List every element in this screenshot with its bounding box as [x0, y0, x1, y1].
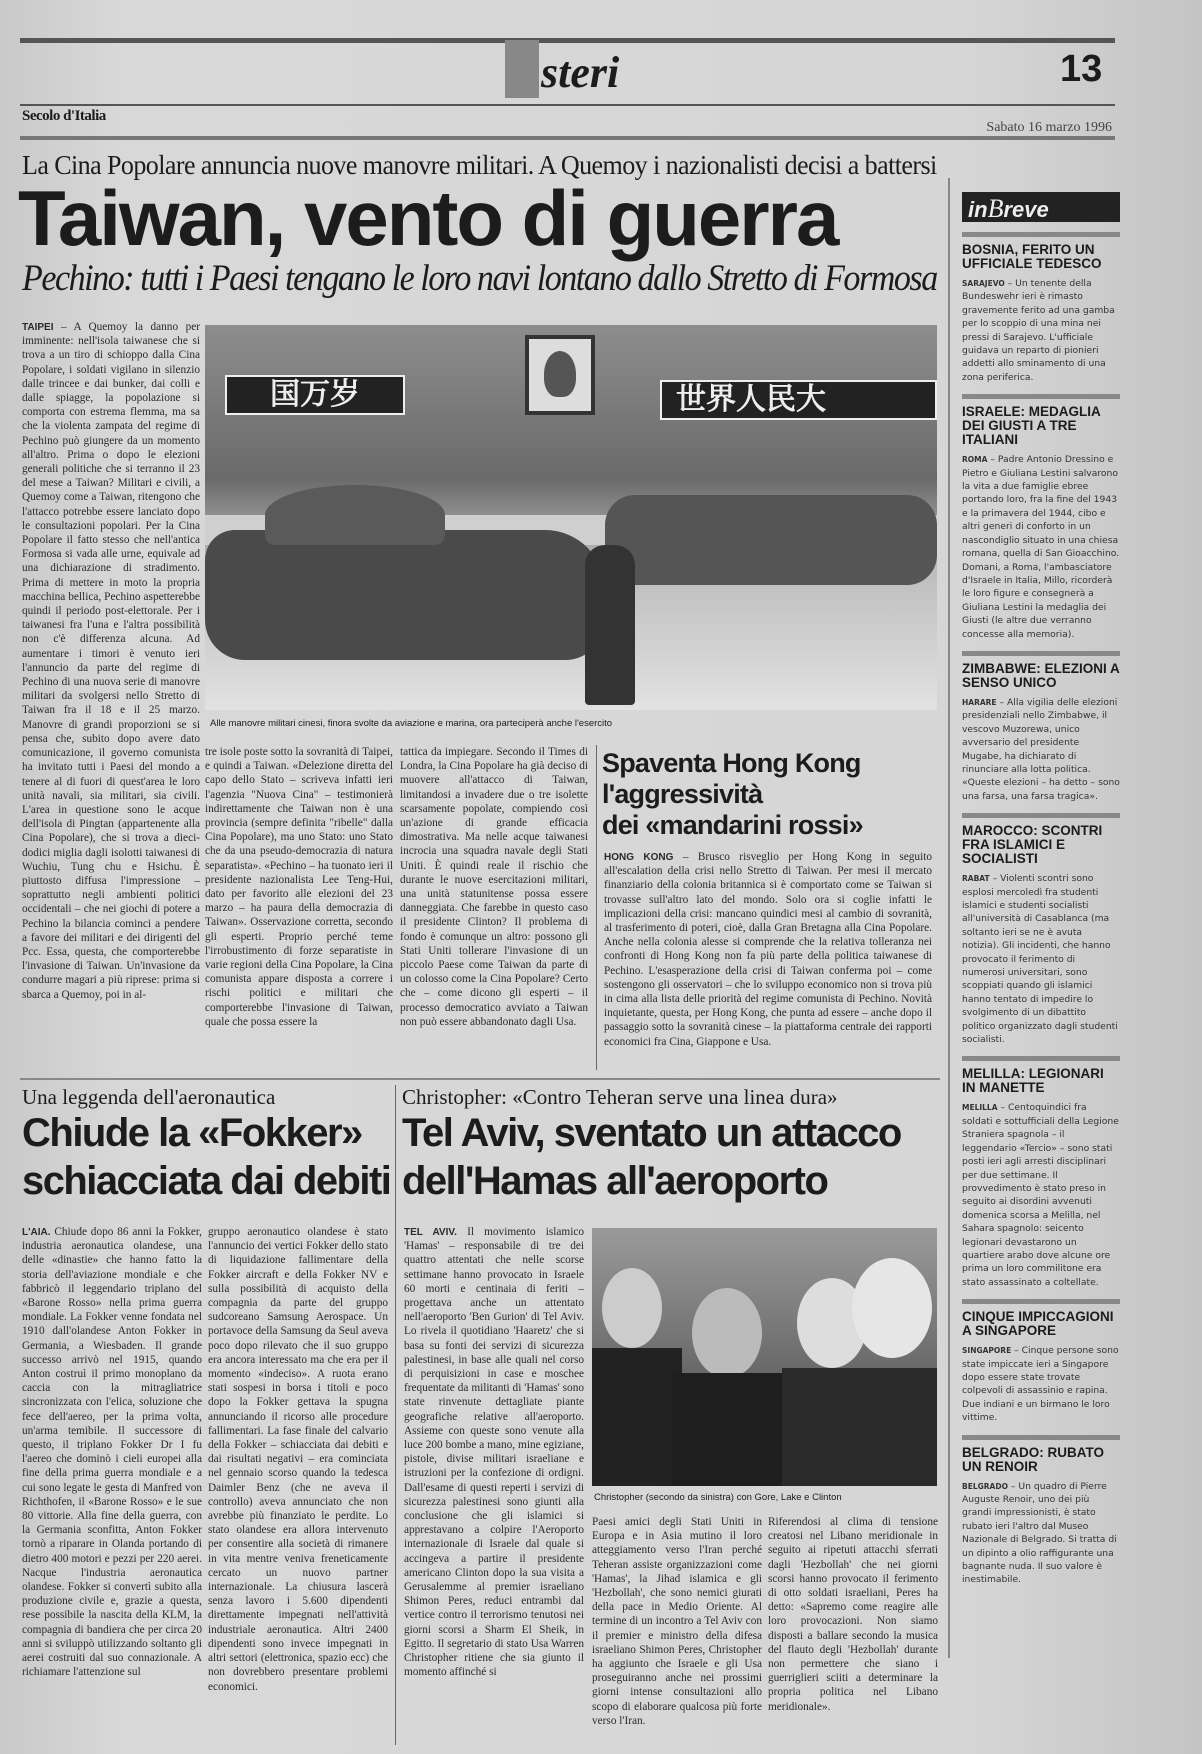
lead-column-2: tre isole poste sotto la sovranità di Taipei, e quindi a Taiwan. «Delezione diretta del capo dello Stato – scriveva infatti ieri l'agenzia "Nuova Cina" – testimonierà indirettamente che Taiwan non è una provincia (sempre definita "ribelle" dalla Cina Popolare), ma uno Stato: uno Stato che da una pseudo-democrazia di natura separatista». «Pechino – ha tuonato ieri il presidente nazionalista Lee Teng-Hui, dato per favorito alle elezioni del 23 marzo – ha paura della democrazia di Taiwan». Osservazione corretta, secondo gli esperti. Proprio perché teme l'irrobustimento di forze separatiste in varie regioni della Cina Popolare, la Cina comunista appare disposta a correre i rischi politici e militari che comporterebbe l'invasione di Taiwan, quale che possa essere la	[205, 746, 393, 1028]
brief-title: MELILLA: LEGIONARI IN MANETTE	[962, 1066, 1104, 1096]
in-breve-logo	[962, 192, 1120, 222]
person-gore	[602, 1268, 662, 1348]
banner-right: 世界人民大	[660, 380, 937, 420]
suit	[672, 1373, 792, 1486]
dateline: HONG KONG	[604, 852, 674, 863]
fokker-header	[22, 1085, 392, 1215]
in-breve-sidebar	[948, 178, 1120, 1658]
brief-item	[962, 813, 1120, 1046]
header-rule-bottom	[20, 136, 1115, 140]
fokker-column-1	[22, 1225, 202, 1745]
brief-text: RABAT – Violenti scontri sono esplosi mercoledì fra studenti islamici e studenti socialisti all'università di Casablanca (ma soltanto ieri se ne è avuta notizia). Gli incidenti, che hanno provocato il ferimento di numerosi universitari, sono scoppiati quando gli islamici hanno tentato di impedire lo svolgimento di un dibattito politico organizzato dagli studenti socialisti.	[962, 873, 1118, 1046]
brief-item	[962, 1299, 1120, 1424]
brief-title: ZIMBABWE: ELEZIONI A SENSO UNICO	[962, 660, 1120, 690]
hongkong-headline-line: dei «mandarini rossi»	[602, 810, 863, 840]
hongkong-headline	[602, 748, 932, 841]
logo-b: B	[987, 194, 1004, 222]
brief-title: BOSNIA, FERITO UN UFFICIALE TEDESCO	[962, 242, 1102, 271]
fokker-headline-2: schiacciata dai debiti	[22, 1159, 391, 1203]
brief-text: SARAJEVO – Un tenente della Bundeswehr ieri è rimasto gravemente ferito ad una gamba per lo scoppio di una mina nei pressi di Sarajevo. L'ufficiale guidava un reparto di pionieri addetti allo sminamento di una zona periferica.	[962, 278, 1115, 383]
suit	[592, 1348, 682, 1486]
logo-rest: reve	[1003, 197, 1049, 222]
fokker-column-2: gruppo aeronautico olandese è stato l'annuncio dei vertici Fokker dello stato di liquidazione fallimentare della Fokker aircraft e della Fokker NV e sulla possibilità di acquisto della compagnia da parte del gruppo sudcoreano Samsung Aerospace. Un portavoce della Samsung da Seul aveva poco dopo rilevato che il suo gruppo era ancora interessato ma che era per il momento «indeciso». A ruota erano stati sospesi in borsa i titoli e poco dopo la Fokker gettava la spugna annunciando il ricorso alle procedure fallimentari. La fase finale del calvario della Fokker – schiacciata dai debiti e dai risultati negativi – era cominciata nel gennaio scorso quando la tedesca Daimler Benz (che ne aveva il controllo) aveva annunciato che non avrebbe più finanziato le perdite. Lo stato olandese era allora intervenuto per consentire alla società di rimanere in vita mentre veniva freneticamente cercato un nuovo partner internazionale. La chiusura lascerà senza lavoro i 5.600 dipendenti direttamente impegnati nell'attività industriale aeronautica. Altri 2400 dipendenti sono invece impegnati in altri settori (elettronica, spazio ecc) che non dovrebbero presentare problemi economici.	[208, 1226, 388, 1693]
brief-title: MAROCCO: SCONTRI FRA ISLAMICI E SOCIALISTI	[962, 823, 1103, 867]
brief-text: ROMA – Padre Antonio Dressino e Pietro e Giuliana Lestini salvarono la vita a due famiglie ebree portando loro, fra la fine del 1943 e la primavera del 1944, cibo e altri generi di conforto in un nascondiglio situato in una chiesa romana, quella di San Gioacchino. Domani, a Roma, l'ambasciatore d'Israele in Italia, Millo, ricorderà le loro figure e consegnerà a Giuliana Lestini la medaglia dei Giusti (le altre due verranno concesse alla memoria).	[962, 454, 1120, 640]
tanks-photo	[205, 325, 937, 710]
lead-column-1-text: – A Quemoy la danno per imminente: nell'isola taiwanese che si trova a un tiro di schioppo dalla Cina Popolare, i soldati vigilano in silenzio dalle trincee e dai bunker, dai colli e dalle spiagge, la popolazione si comporta con estrema flemma, ma sa che la violenta zampata del regime di Pechino può giungere da un momento all'altro. Prima o dopo le elezioni generali politiche che si terranno il 23 del mese a Taiwan? Militari e civili, a Quemoy come a Taiwan, ritengono che l'attacco potrebbe essere lanciato dopo le consultazioni popolari. Per la Cina Popolare il fatto stesso che nell'antica Formosa si vada alle urne, equivale ad una dichiarazione di stradimento. Prima di mettere in moto la propria macchina bellica, Pechino aspetterebbe quindi il periodo post-elettorale. Per i taiwanesi fra l'una e l'altra possibilità non c'è differenza alcuna. Ad aumentare i timori è venuto ieri l'annuncio da parte del regime di Pechino di una nuova serie di manovre militari da svolgersi nello Stretto di Taiwan fra il 18 e il 25 marzo. Manovre di grandi proporzioni se si pensa che, subito dopo avere dato comunicazione, il governo comunista ha invitato tutti i Paesi del mondo a tenere al di fuori di quest'area le loro unità navali, sia militari, sia civili. L'area in questione sono le acque dell'isola di Pingtan (appartenente alla Cina Popolare), che si trova a dieci-dodici miglia dagli isolotti taiwanesi di Wuchiu, Tung chu e Hsichu. È piuttosto diffusa l'impressione – soprattutto negli ambienti politici occidentali – che nei giochi di potere a Pechino la bilancia cominci a pendere a favore dei militari e dei dirigenti del Pcc. Essa, questa, che comporterebbe l'invasione di Taiwan. Un'invasione da condurre magari a più riprese: prima si sbarca a Quemoy, poi in al-	[22, 321, 200, 1001]
hongkong-headline-line: Spaventa Hong Kong	[602, 748, 861, 778]
brief-text: BELGRADO – Un quadro di Pierre Auguste Renoir, uno dei più grandi impressionisti, è stato rubato ieri l'altro dal Museo Nazionale di Belgrado. Si tratta di un dipinto a olio raffigurante una bagnante nuda. Il suo valore è inestimabile.	[962, 1480, 1117, 1586]
hongkong-headline-line: l'aggressività	[602, 779, 763, 809]
divider	[596, 745, 597, 1070]
divider	[395, 1085, 396, 1745]
tank-turret	[265, 485, 445, 545]
section-initial-block	[505, 40, 539, 98]
header-rule	[20, 104, 1115, 106]
lead-kicker: La Cina Popolare annuncia nuove manovre militari. A Quemoy i nazionalisti decisi a battersi	[22, 150, 937, 180]
soldier	[585, 545, 635, 705]
telaviv-headline-1: Tel Aviv, sventato un attacco	[402, 1111, 901, 1155]
section-title	[505, 40, 619, 98]
masthead: Secolo d'Italia	[22, 108, 106, 124]
photo-caption: Alle manovre militari cinesi, finora svolte da aviazione e marina, ora parteciperà anche l'esercito	[210, 718, 613, 729]
logo-in: in	[968, 197, 988, 222]
brief-text: HARARE – Alla vigilia delle elezioni presidenziali nello Zimbabwe, il vescovo Muzorewa, unico avversario del presidente Mugabe, ha dichiarato di rinunciare alla lotta politica. «Queste elezioni – ha detto – sono una farsa, una farsa tragica».	[962, 696, 1120, 802]
fokker-column-1-text: Chiude dopo 86 anni la Fokker, industria aeronautica olandese, una delle «dinastie» che hanno fatto la storia dell'aviazione mondiale e che fabbricò il leggendario triplano del «Barone Rosso» nella prima guerra mondiale. La Fokker venne fondata nel 1910 dall'olandese Anton Fokker in Germania, a Wiesbaden. Il grande successo arrivò nel 1915, quando Anton costruì il primo monoplano da caccia con la mitragliatrice sincronizzata con l'elica, soluzione che fece dell'aereo, per la prima volta, un'arma temibile. Il successore di questo, il triplano Fokker Dr I fu l'aereo che dominò i cieli europei alla fine della prima guerra mondiale e a cui sono legate le gesta di Manfred von Richthofen, il «Barone Rosso» e le sue 80 vittorie. Alla fine della guerra, con la Germania sconfitta, Anton Fokker tornò a riparare in Olanda portando di dietro 400 motori e pezzi per 220 aerei. Nacque l'industria aeronautica olandese. Fokker si convertì subito alla produzione civile e, grazie a questa, rese possibile la nascita della KLM, la compagnia di bandiera che per circa 20 anni si sviluppò utilizzando soltanto gli aerei costruiti dal suo connazionale. A richiamare l'attenzione sul	[22, 1226, 202, 1679]
telaviv-column-1-text: Il movimento islamico 'Hamas' – responsabile di tre dei quattro attentati che nelle scorse settimane hanno provocato in Israele 60 morti e centinaia di feriti – progettava anche un attentato nell'aeroporto 'Ben Gurion' di Tel Aviv. Lo rivela il quotidiano 'Haaretz' che si basa su fonti dei servizi di sicurezza palestinesi, in base alle quali nel corso di perquisizioni in case e moschee frequentate da militanti di 'Hamas' sono state rinvenute dettagliate piante geografiche relative all'aeroporto. Assieme con queste sono venute alla luce 200 bombe a mano, mine egiziane, pistole, divise militari israeliane e istruzioni per la confezione di ordigni. Dall'esame di questi reperti i servizi di sicurezza palestinesi sono giunti alla conclusione che gli islamici si apprestavano a colpire l'Aeroporto internazionale di Israele dal quale si accingeva a partire il presidente americano Clinton dopo la sua visita a Gerusalemme al premier israeliano Shimon Peres, reduci entrambi dal vertice contro il terrorismo tenutosi nei giorni scorsi a Sharm El Sheik, in Egitto. Il segretario di stato Usa Warren Christopher ritiene che sia giunto il momento affinché si	[404, 1226, 584, 1679]
telaviv-header	[402, 1085, 942, 1215]
christopher-photo	[592, 1228, 937, 1486]
telaviv-column-2: Paesi amici degli Stati Uniti in Europa e in Asia mutino il loro atteggiamento verso l'Iran perché Teheran assiste organizzazioni come 'Hamas', la Jihad islamica e gli 'Hezbollah', che sono nemici giurati della pace in Medio Oriente. Al termine di un incontro a Tel Aviv con il premier e ministro della difesa israeliano Shimon Peres, Christopher ha aggiunto che Israele e gli Usa proseguiranno anche nei prossimi giorni intense consultazioni allo scopo di elaborare qualcosa più forte verso l'Iran.	[592, 1516, 762, 1727]
brief-item	[962, 1056, 1120, 1289]
tank-right	[605, 495, 937, 585]
brief-item	[962, 1435, 1120, 1587]
person-christopher	[692, 1288, 762, 1378]
person-clinton	[852, 1258, 932, 1358]
telaviv-kicker: Christopher: «Contro Teheran serve una linea dura»	[402, 1085, 838, 1109]
dateline: TEL AVIV.	[404, 1227, 457, 1238]
lead-headline: Taiwan, vento di guerra	[18, 174, 838, 262]
brief-item	[962, 232, 1120, 384]
lead-column-3: tattica da impiegare. Secondo il Times di Londra, la Cina Popolare ha già deciso di muovere all'attacco di Taiwan, limitandosi a invadere due o tre isolette scarsamente popolate, compiendo così un'azione di grande efficacia dimostrativa. Ma nelle acque taiwanesi incrocia una squadra navale degli Stati Uniti. È quindi reale il rischio che durante le nuove esercitazioni militari, una unità statunitense possa essere danneggiata. Che farebbe in questo caso il presidente Clinton? Il problema di fondo è comunque un altro: possono gli Stati Uniti tollerare l'invasione di un piccolo Paese come Taiwan da parte di un colosso come la Cina Popolare? Certo che – come dicono gli esperti – il processo democratico avviato a Taiwan non può essere abbandonato dagli Usa.	[400, 746, 588, 1028]
dateline: L'AIA.	[22, 1227, 51, 1238]
telaviv-column-1	[404, 1225, 584, 1745]
dateline: TAIPEI	[22, 322, 54, 333]
hongkong-body-text: – Brusco risveglio per Hong Kong in seguito all'escalation della crisi nello Stretto di Taiwan. Per mesi il mercato finanziario della colonia britannica si è comportato come se Taiwan si trovasse sull'altro lato del mondo. Solo ora si coglie infatti le implicazioni della crisi: mancano quindici mesi al cambio di sovranità, al trasferimento di poteri, cioè, dalla Gran Bretagna alla Cina Popolare. Anche nella colonia alesse si comprende che la relativa tolleranza nei confronti di Hong Kong non fa più parte della politica taiwanese di Pechino. L'esasperazione della crisi di Taiwan conferma poi – come sostengono gli osservatori – che lo sviluppo economico non si trova più in cima alla lista delle priorità del regime comunista di Pechino. Novità inquietante, questa, per Hong Kong, che punta ad essere – anche dopo il passaggio sotto la sovranità cinese – la piattaforma centrale dei rapporti economici fra Cina, Giappone e Usa.	[604, 851, 932, 1048]
tank-left	[205, 530, 605, 660]
telaviv-column-3: Riferendosi al clima di tensione creatosi nel Libano meridionale in seguito ai ripetuti attacchi sferrati dagli 'Hezbollah' che nei giorni scorsi hanno provocato il ferimento di otto soldati israeliani, Peres ha detto: «Sapremo come reagire alle loro provocazioni. Non siamo disposti a ballare secondo la musica del flauto degli 'Hezbollah' durante non permettere che siano i guerriglieri sciiti a determinare la propria politica nel Libano meridionale».	[768, 1516, 938, 1713]
brief-title: CINQUE IMPICCAGIONI A SINGAPORE	[962, 1309, 1114, 1339]
brief-text: MELILLA – Centoquindici fra soldati e sottufficiali della Legione Straniera spagnola – il leggendario «Tercio» – sono stati posti ieri agli arresti disciplinari per due settimane. Il provvedimento è stato preso in seguito ai disordini avvenuti domenica scorsa a Melilla, nel Sahara spagnolo: seicento legionari devastarono un quartiere arabo dove alcune ore prima un loro commilitone era stato assassinato a coltellate.	[962, 1102, 1119, 1288]
christopher-caption: Christopher (secondo da sinistra) con Gore, Lake e Clinton	[594, 1492, 842, 1503]
lead-subhead: Pechino: tutti i Paesi tengano le loro navi lontano dallo Stretto di Formosa	[22, 258, 937, 299]
telaviv-headline-2: dell'Hamas all'aeroporto	[402, 1159, 828, 1203]
portrait	[525, 335, 595, 415]
brief-item	[962, 394, 1120, 641]
brief-title: ISRAELE: MEDAGLIA DEI GIUSTI A TRE ITALIANI	[962, 404, 1101, 448]
brief-title: BELGRADO: RUBATO UN RENOIR	[962, 1444, 1104, 1474]
fokker-headline-1: Chiude la «Fokker»	[22, 1111, 362, 1155]
fokker-kicker: Una leggenda dell'aeronautica	[22, 1085, 276, 1109]
issue-date: Sabato 16 marzo 1996	[986, 120, 1112, 135]
suit	[782, 1368, 937, 1486]
brief-item	[962, 651, 1120, 803]
brief-text: SINGAPORE – Cinque persone sono state impiccate ieri a Singapore dopo essere state trovate colpevoli di assassinio e rapina. Due indiani e un birmano le loro vittime.	[962, 1345, 1119, 1424]
section-name: steri	[541, 48, 620, 97]
lead-column-1	[22, 320, 200, 1065]
page-number: 13	[1060, 48, 1103, 90]
section-rule	[20, 1078, 940, 1080]
hongkong-body	[604, 850, 932, 1065]
banner-left: 国万岁	[225, 375, 405, 415]
